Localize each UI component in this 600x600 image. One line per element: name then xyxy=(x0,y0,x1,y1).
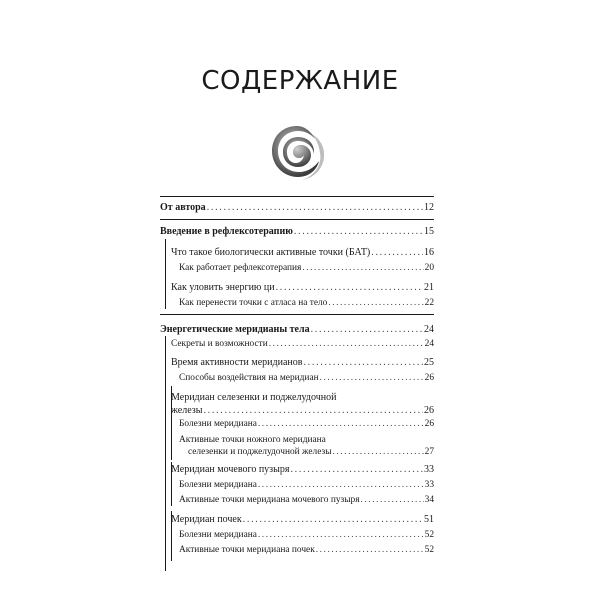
toc-entry-page: 26 xyxy=(424,419,434,429)
toc-entry-label-line1: Меридиан селезенки и поджелудочной xyxy=(171,392,337,403)
toc-entry[interactable] xyxy=(179,297,434,309)
indent-bar xyxy=(165,239,166,309)
dot-leader xyxy=(302,262,423,274)
dot-leader xyxy=(258,529,424,541)
dot-leader xyxy=(243,514,423,526)
dot-leader xyxy=(311,324,423,336)
toc-entry-label-line1: Активные точки ножного меридиана xyxy=(179,435,326,445)
swirl-emblem-icon xyxy=(264,120,330,186)
toc-entry-label: Активные точки меридиана мочевого пузыря xyxy=(179,495,360,505)
divider xyxy=(160,219,434,220)
dot-leader xyxy=(294,226,423,238)
toc-entry-label: Активные точки меридиана почек xyxy=(179,545,315,555)
toc-entry[interactable] xyxy=(171,338,434,350)
toc-entry-page: 51 xyxy=(424,514,434,525)
toc-entry-label: Болезни меридиана xyxy=(179,419,257,429)
dot-leader xyxy=(269,338,424,350)
toc-entry-section[interactable] xyxy=(160,324,434,336)
dot-leader xyxy=(303,357,423,369)
toc-entry[interactable] xyxy=(171,464,434,476)
toc-entry-page: 16 xyxy=(424,247,434,258)
toc-entry-page: 15 xyxy=(424,226,434,237)
dot-leader xyxy=(333,446,424,458)
toc-entry-label: Время активности меридианов xyxy=(171,357,303,368)
toc-entry[interactable] xyxy=(188,446,434,458)
toc-entry-page: 52 xyxy=(424,530,434,540)
toc-entry[interactable] xyxy=(179,479,434,491)
toc-entry-section[interactable] xyxy=(160,202,434,214)
page-title: СОДЕРЖАНИЕ xyxy=(201,66,399,96)
toc-entry-page: 20 xyxy=(424,263,434,273)
toc-entry[interactable] xyxy=(179,372,434,384)
indent-bar xyxy=(165,336,166,571)
toc-entry-page: 27 xyxy=(424,447,434,457)
toc-entry-label: Как работает рефлексотерапия xyxy=(179,263,302,273)
toc-entry-label: От автора xyxy=(160,202,206,213)
dot-leader xyxy=(207,202,423,214)
toc-entry-page: 21 xyxy=(424,282,434,293)
toc-entry-label: Меридиан почек xyxy=(171,514,242,525)
toc-entry[interactable] xyxy=(171,405,434,417)
toc-entry-page: 26 xyxy=(424,373,434,383)
toc-entry[interactable] xyxy=(171,282,434,294)
toc-entry[interactable] xyxy=(171,514,434,526)
toc-entry-label: Болезни меридиана xyxy=(179,530,257,540)
toc-entry-label: Способы воздействия на меридиан xyxy=(179,373,319,383)
toc-entry-page: 24 xyxy=(424,324,434,335)
divider xyxy=(160,196,434,197)
toc-entry-label: Как перенести точки с атласа на тело xyxy=(179,298,328,308)
toc-entry[interactable] xyxy=(179,262,434,274)
toc-entry-label: Как уловить энергию ци xyxy=(171,282,275,293)
dot-leader xyxy=(203,405,423,417)
dot-leader xyxy=(371,247,423,259)
toc-entry-page: 26 xyxy=(424,405,434,416)
toc-entry-page: 34 xyxy=(424,495,434,505)
toc-entry-label: Энергетические меридианы тела xyxy=(160,324,310,335)
toc-entry-page: 52 xyxy=(424,545,434,555)
dot-leader xyxy=(361,494,424,506)
toc-entry-label: Секреты и возможности xyxy=(171,339,268,349)
toc-entry-label: Меридиан мочевого пузыря xyxy=(171,464,290,475)
toc-entry-label: Болезни меридиана xyxy=(179,480,257,490)
toc-entry-section[interactable] xyxy=(160,226,434,238)
toc-entry-label: Введение в рефлексотерапию xyxy=(160,226,293,237)
dot-leader xyxy=(320,372,424,384)
toc-entry-page: 25 xyxy=(424,357,434,368)
dot-leader xyxy=(290,464,423,476)
toc-entry[interactable] xyxy=(179,529,434,541)
dot-leader xyxy=(276,282,423,294)
toc-entry-page: 24 xyxy=(424,339,434,349)
toc-entry-page: 33 xyxy=(424,480,434,490)
toc-entry-page: 33 xyxy=(424,464,434,475)
toc-entry[interactable] xyxy=(179,418,434,430)
toc-entry-page: 22 xyxy=(424,298,434,308)
toc-entry-label: железы xyxy=(171,405,203,416)
dot-leader xyxy=(258,418,424,430)
toc-entry[interactable] xyxy=(171,247,434,259)
toc-entry-label: Что такое биологически активные точки (БАТ) xyxy=(171,247,371,258)
dot-leader xyxy=(258,479,424,491)
toc-entry-page: 12 xyxy=(424,202,434,213)
divider xyxy=(160,314,434,315)
toc-entry[interactable] xyxy=(171,357,434,369)
dot-leader xyxy=(328,297,423,309)
dot-leader xyxy=(316,544,424,556)
toc-entry-label: селезенки и поджелудочной железы xyxy=(188,447,332,457)
toc-entry[interactable] xyxy=(179,544,434,556)
toc-entry[interactable] xyxy=(179,494,434,506)
